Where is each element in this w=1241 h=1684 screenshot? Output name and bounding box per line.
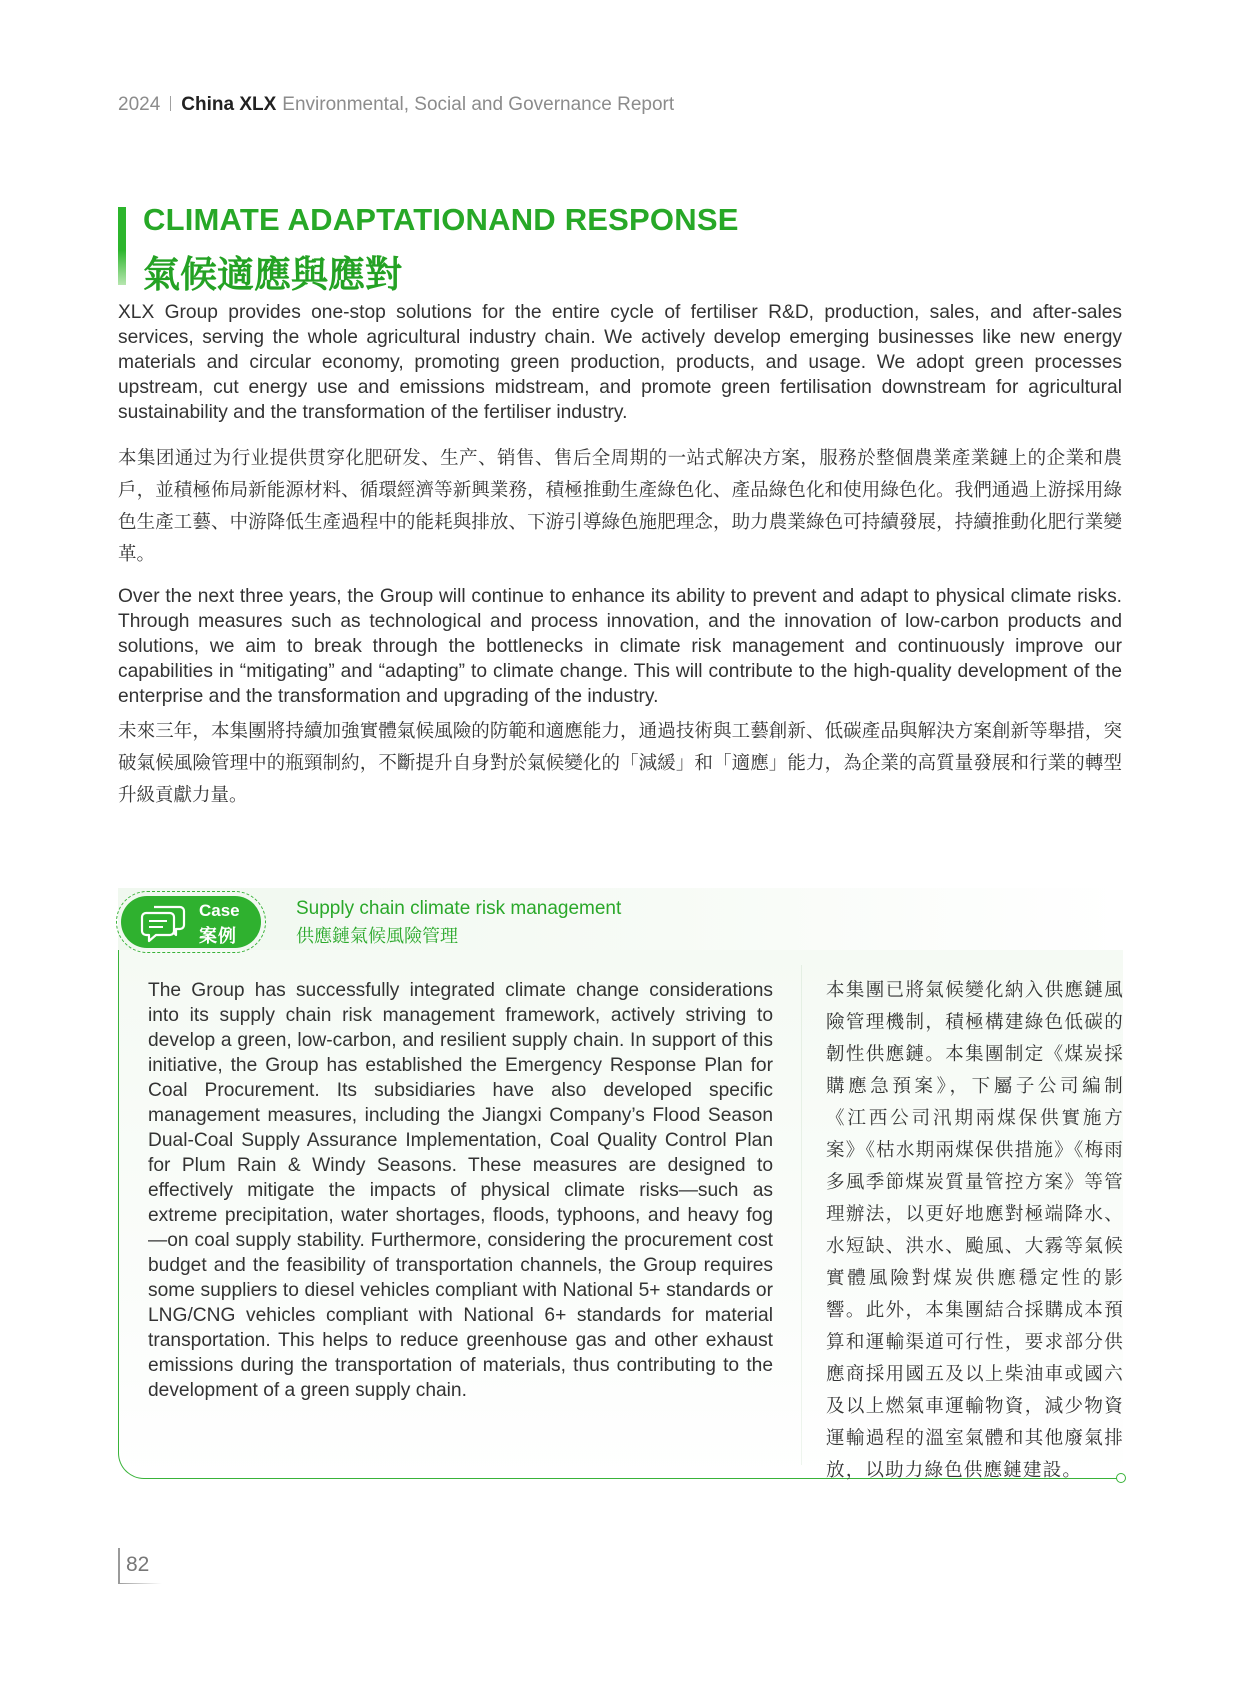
case-text-en: The Group has successfully integrated climate change considerations into its supply chain risk management framework, actively striving to develop a green, low-carbon, and resilient supply chain. In support of this initiative, the Group has established the Emergency Response Plan for Coal Procurement. Its subsidiaries have also developed specific management measures, including the Jiangxi Company’s Flood Season Dual-Coal Supply Assurance Implementation, Coal Quality Control Plan for Plum Rain & Windy Seasons. These measures are designed to effectively mitigate the impacts of physical climate risks—such as extreme precipitation, water shortages, floods, typhoons, and heavy fog—on coal supply stability. Furthermore, considering the procurement cost budget and the feasibility of transportation channels, the Group requires some suppliers to diesel vehicles compliant with National 5+ standards or LNG/CNG vehicles compliant with National 6+ standards for material transportation. This helps to reduce greenhouse gas and other exhaust emissions during the transportation of materials, thus contributing to the development of a green supply chain. (148, 980, 773, 1401)
page-number-underline (118, 1583, 162, 1584)
case-label-en: Case (199, 901, 240, 920)
section-title-cn: 氣候適應與應對 (143, 254, 402, 295)
section-title-accent-bar (118, 207, 126, 285)
body-paragraph-1-en: XLX Group provides one-stop solutions for the entire cycle of fertiliser R&D, production, sales, and after-sales services, serving the whole agricultural industry chain. We actively develop emerging businesses like new energy materials and circular economy, promoting green production, products, and usage. We adopt green processes upstream, cut energy use and emissions midstream, and promote green fertilisation downstream for agricultural sustainability and the transformation of the fertiliser industry. (118, 302, 1122, 423)
chat-bubbles-icon (140, 903, 188, 943)
case-title-cn: 供應鏈氣候風險管理 (296, 926, 458, 946)
header-separator (170, 96, 171, 111)
header-brand: China XLX (181, 94, 277, 115)
case-column-divider (801, 965, 802, 1465)
case-text-cn: 本集團已將氣候變化納入供應鏈風險管理機制，積極構建綠色低碳的韌性供應鏈。本集團制定《煤炭採購應急預案》，下屬子公司編制《江西公司汛期兩煤保供實施方案》《枯水期兩煤保供措施》《梅雨多風季節煤炭質量管控方案》等管理辦法，以更好地應對極端降水、水短缺、洪水、颱風、大霧等氣候實體風險對煤炭供應穩定性的影響。此外，本集團結合採購成本預算和運輸渠道可行性，要求部分供應商採用國五及以上柴油車或國六及以上燃氣車運輸物資，減少物資運輸過程的溫室氣體和其他廢氣排放，以助力綠色供應鏈建設。 (826, 979, 1124, 1480)
header-year: 2024 (118, 94, 161, 115)
body-paragraph-2-en: Over the next three years, the Group will continue to enhance its ability to prevent and adapt to physical climate risks. Through measures such as technological and process innovation, and the innovation of low-carbon products and solutions, we aim to break through the bottlenecks in climate risk management and continuously improve our capabilities in “mitigating” and “adapting” to climate change. This will contribute to the high-quality development of the enterprise and the transformation and upgrading of the industry. (118, 586, 1122, 707)
section-title-en: CLIMATE ADAPTATIONAND RESPONSE (143, 202, 739, 237)
page-number: 82 (126, 1553, 150, 1576)
case-label-cn: 案例 (199, 926, 237, 946)
body-paragraph-1-cn: 本集团通过为行业提供贯穿化肥研发、生产、销售、售后全周期的一站式解决方案，服務於整個農業產業鏈上的企業和農戶，並積極佈局新能源材料、循環經濟等新興業務，積極推動生產綠色化、產品綠色化和使用綠色化。我們通過上游採用綠色生產工藝、中游降低生產過程中的能耗與排放、下游引導綠色施肥理念，助力農業綠色可持續發展，持續推動化肥行業變革。 (118, 447, 1122, 564)
header-report-title: Environmental, Social and Governance Report (282, 94, 675, 115)
report-header (118, 94, 674, 116)
case-title-en: Supply chain climate risk management (296, 898, 622, 919)
body-paragraph-2-cn: 未來三年，本集團將持續加強實體氣候風險的防範和適應能力，通過技術與工藝創新、低碳產品與解決方案創新等舉措，突破氣候風險管理中的瓶頸制約，不斷提升自身對於氣候變化的「減緩」和「適應」能力，為企業的高質量發展和行業的轉型升級貢獻力量。 (118, 720, 1122, 805)
page-number-rule (118, 1548, 120, 1584)
